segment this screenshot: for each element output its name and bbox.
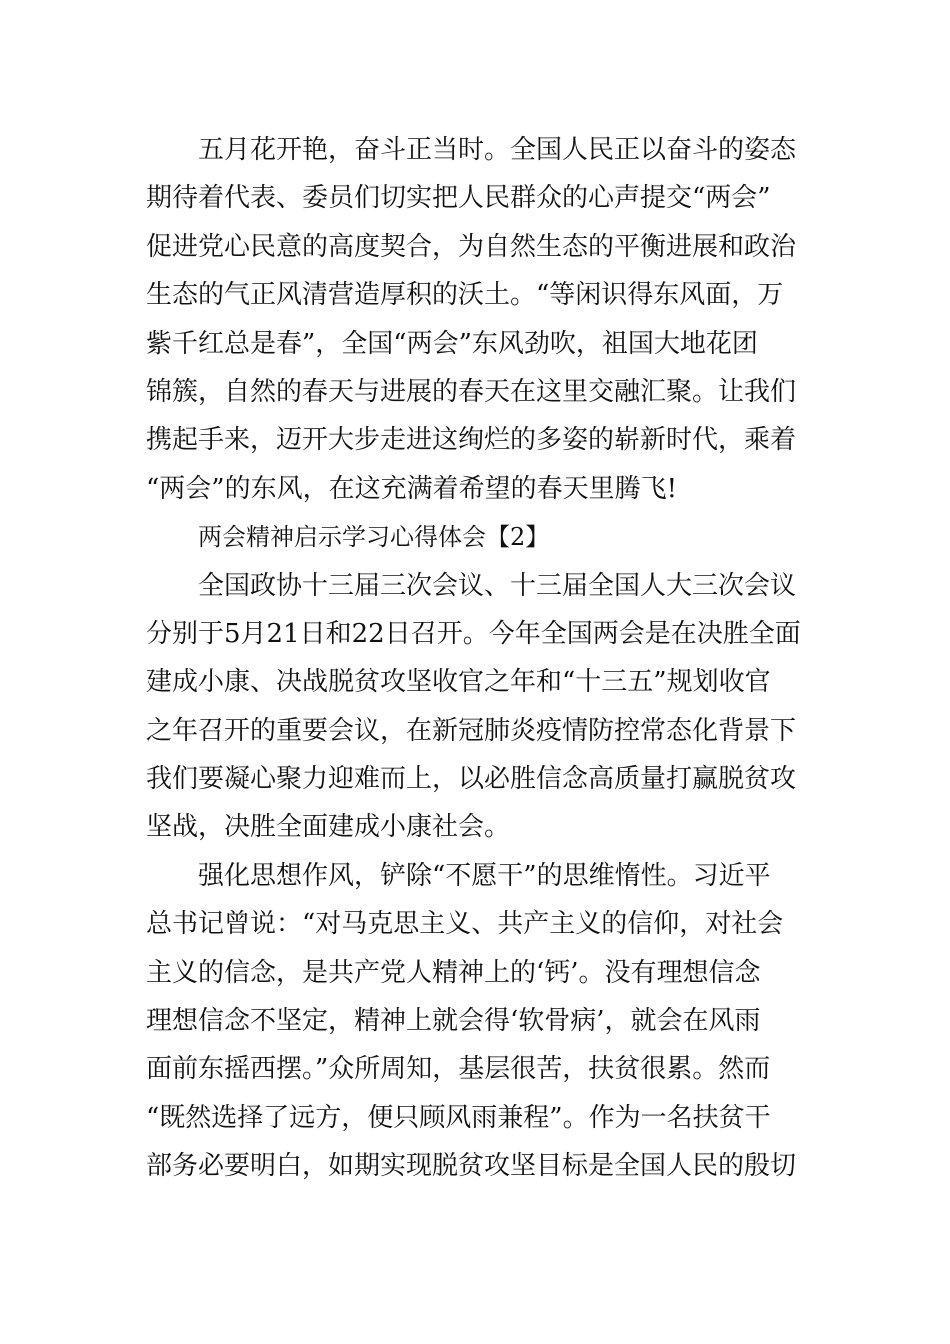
text-line: 紫千红总是春”，全国“两会”东风劲吹，祖国大地花团 (146, 328, 758, 359)
text-line: 强化思想作风，铲除“不愿干”的思维惰性。习近平 (198, 860, 771, 891)
text-line: 建成小康、决战脱贫攻坚收官之年和“十三五”规划收官 (146, 667, 771, 698)
text-line: 坚战，决胜全面建成小康社会。 (146, 812, 511, 843)
paragraph-ideology (146, 852, 816, 1191)
text-line: 携起手来，迈开大步走进这绚烂的多姿的崭新时代，乘着 (146, 425, 797, 456)
paragraph-intro (146, 126, 816, 513)
paragraph-meeting (146, 562, 816, 852)
text-line: 全国政协十三届三次会议、十三届全国人大三次会议 (198, 570, 797, 601)
text-line: 我们要凝心聚力迎难而上，以必胜信念高质量打赢脱贫攻 (146, 764, 797, 795)
text-line: 锦簇，自然的春天与进展的春天在这里交融汇聚。让我们 (146, 376, 797, 407)
text-line: 主义的信念，是共产党人精神上的‘钙’。没有理想信念 (146, 957, 761, 988)
text-line: 部务必要明白，如期实现脱贫攻坚目标是全国人民的殷切 (146, 1151, 797, 1182)
section-heading (146, 513, 816, 561)
document-body (146, 126, 816, 1191)
text-line: 面前东摇西摆。”众所周知，基层很苦，扶贫很累。然而 (146, 1054, 771, 1085)
text-line: 理想信念不坚定，精神上就会得‘软骨病’，就会在风雨 (146, 1006, 761, 1037)
text-line: 总书记曾说：“对马克思主义、共产主义的信仰，对社会 (146, 909, 784, 940)
text-line: 分别于5月21日和22日召开。今年全国两会是在决胜全面 (146, 618, 801, 649)
text-line: 促进党心民意的高度契合，为自然生态的平衡进展和政治 (146, 231, 797, 262)
text-line: “两会”的东风，在这充满着希望的春天里腾飞! (146, 473, 678, 504)
text-line: 之年召开的重要会议，在新冠肺炎疫情防控常态化背景下 (146, 715, 797, 746)
text-line: 五月花开艳，奋斗正当时。全国人民正以奋斗的姿态 (198, 135, 797, 165)
heading-line: 两会精神启示学习心得体会【2】 (198, 523, 550, 552)
text-line: 生态的气正风清营造厚积的沃土。“等闲识得东风面，万 (146, 280, 784, 311)
text-line: “既然选择了远方，便只顾风雨兼程”。作为一名扶贫干 (146, 1102, 771, 1133)
text-line: 期待着代表、委员们切实把人民群众的心声提交“两会” (146, 183, 771, 214)
